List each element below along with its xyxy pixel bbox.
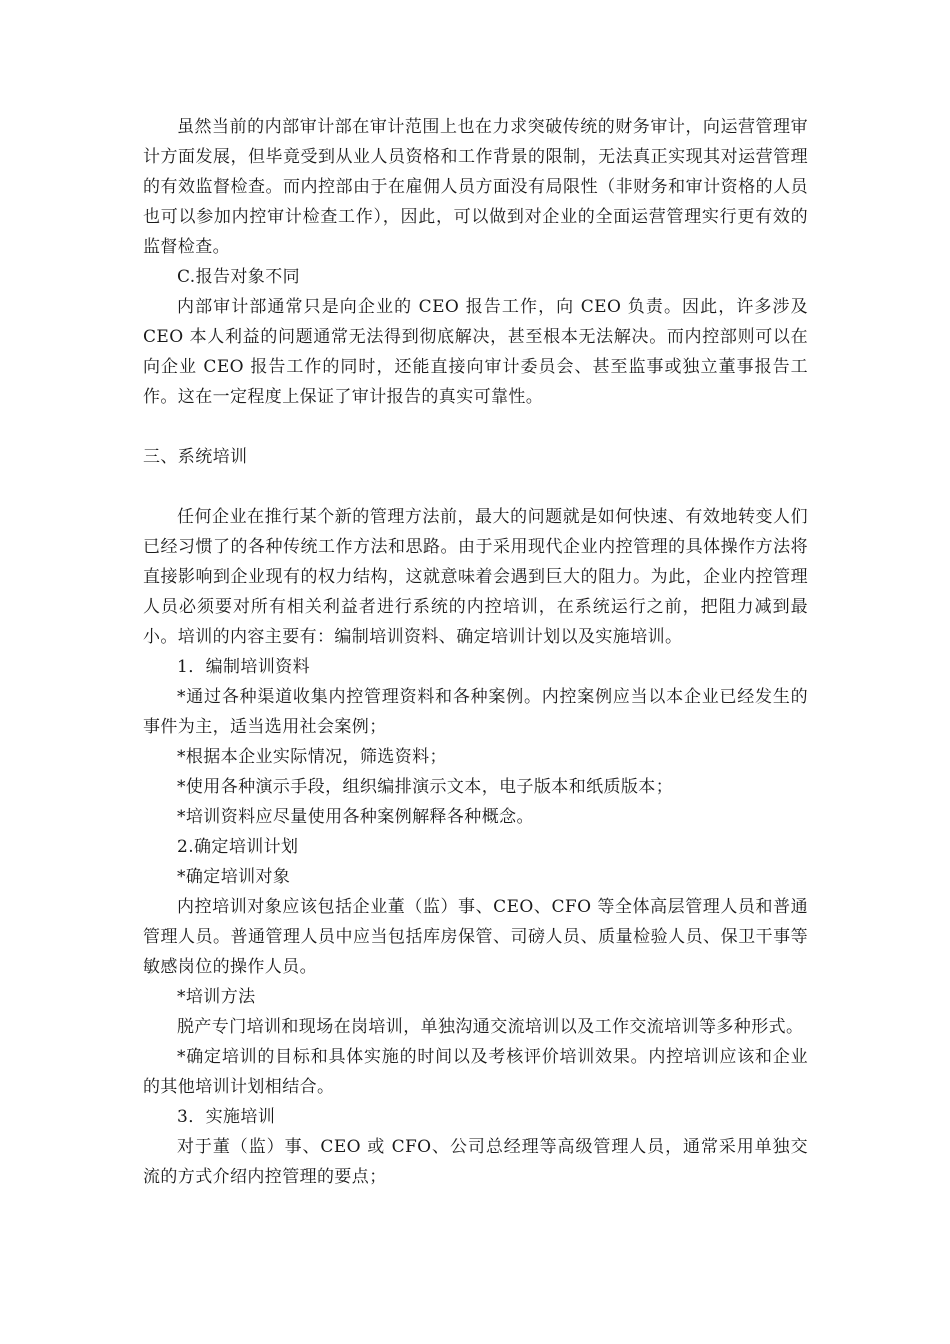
document-body xyxy=(143,112,808,1192)
paragraph-executive-training: 对于董（监）事、CEO 或 CFO、公司总经理等高级管理人员，通常采用单独交流的方式介绍内控管理的要点； xyxy=(143,1137,808,1187)
section-heading-system-training: 三、系统培训 xyxy=(143,447,248,467)
paragraph-training-intro: 任何企业在推行某个新的管理方法前，最大的问题就是如何快速、有效地转变人们已经习惯了的各种传统工作方法和思路。由于采用现代企业内控管理的具体操作方法将直接影响到企业现有的权力结构，这就意味着会遇到巨大的阻力。为此，企业内控管理人员必须要对所有相关利益者进行系统的内控培训，在系统运行之前，把阻力减到最小。培训的内容主要有：编制培训资料、确定培训计划以及实施培训。 xyxy=(143,507,808,647)
subheading-implement-training: 3．实施培训 xyxy=(177,1107,276,1127)
list-item: *培训方法 xyxy=(177,987,256,1007)
list-item: *使用各种演示手段，组织编排演示文本，电子版本和纸质版本； xyxy=(177,777,674,797)
list-item: *确定培训的目标和具体实施的时间以及考核评价培训效果。内控培训应该和企业的其他培训计划相结合。 xyxy=(143,1047,808,1097)
list-item: *培训资料应尽量使用各种案例解释各种概念。 xyxy=(177,807,534,827)
paragraph-scope-comparison: 虽然当前的内部审计部在审计范围上也在力求突破传统的财务审计，向运营管理审计方面发展，但毕竟受到从业人员资格和工作背景的限制，无法真正实现其对运营管理的有效监督检查。而内控部由于在雇佣人员方面没有局限性（非财务和审计资格的人员也可以参加内控审计检查工作），因此，可以做到对企业的全面运营管理实行更有效的监督检查。 xyxy=(143,117,808,257)
list-item: *确定培训对象 xyxy=(177,867,291,887)
subheading-training-plan: 2.确定培训计划 xyxy=(177,837,299,857)
subheading-prepare-materials: 1．编制培训资料 xyxy=(177,657,311,677)
list-item: *通过各种渠道收集内控管理资料和各种案例。内控案例应当以本企业已经发生的事件为主，适当选用社会案例； xyxy=(143,687,808,737)
paragraph-training-targets: 内控培训对象应该包括企业董（监）事、CEO、CFO 等全体高层管理人员和普通管理人员。普通管理人员中应当包括库房保管、司磅人员、质量检验人员、保卫干事等敏感岗位的操作人员。 xyxy=(143,897,808,977)
paragraph-training-methods: 脱产专门培训和现场在岗培训，单独沟通交流培训以及工作交流培训等多种形式。 xyxy=(177,1017,804,1037)
subheading-reporting-target: C.报告对象不同 xyxy=(177,267,301,287)
list-item: *根据本企业实际情况，筛选资料； xyxy=(177,747,447,767)
paragraph-reporting-target: 内部审计部通常只是向企业的 CEO 报告工作，向 CEO 负责。因此，许多涉及 CEO 本人利益的问题通常无法得到彻底解决，甚至根本无法解决。而内控部则可以在向企业 CEO 报告工作的同时，还能直接向审计委员会、甚至监事或独立董事报告工作。这在一定程度上保证了审计报告的真实可靠性。 xyxy=(143,297,808,407)
